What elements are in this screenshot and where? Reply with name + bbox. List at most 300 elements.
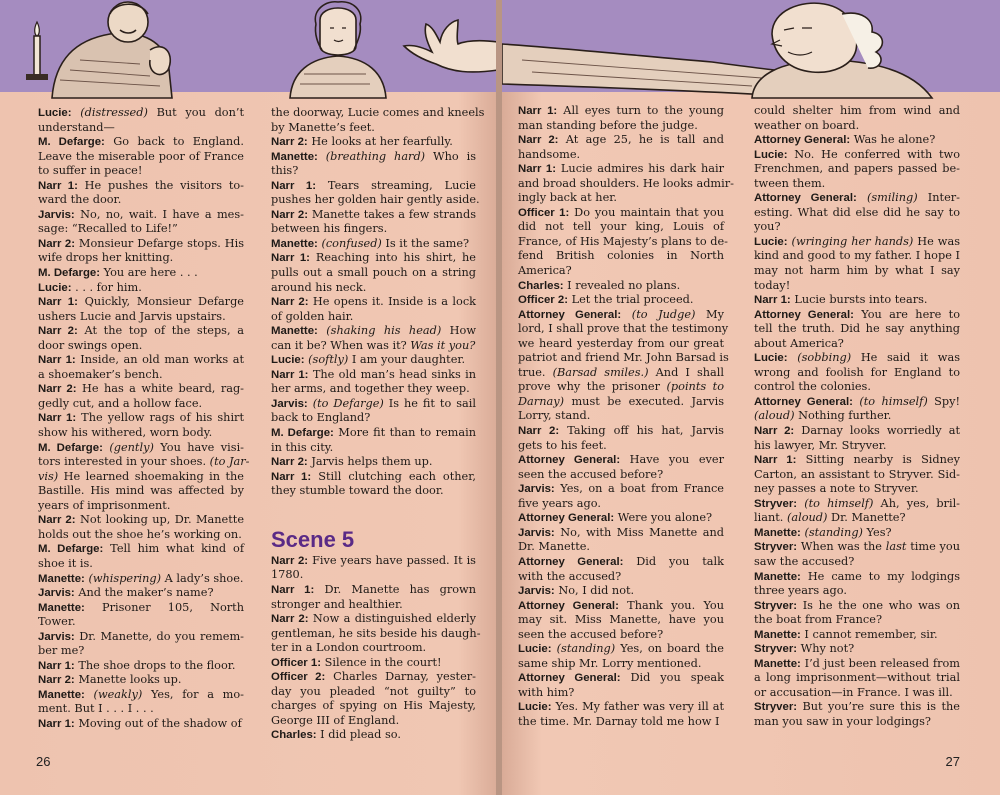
script-line — [754, 584, 960, 599]
script-line — [271, 164, 476, 179]
dialogue-text: fend British colonies in North — [518, 249, 724, 263]
script-line — [518, 700, 724, 715]
script-line — [38, 499, 244, 514]
script-line — [518, 148, 724, 163]
dialogue-text: gets to his feet. — [518, 438, 607, 452]
script-line — [518, 279, 724, 294]
speaker-name: Narr 1: — [518, 163, 557, 176]
script-line — [754, 366, 960, 381]
dialogue-text: He looks at her fearfully. — [307, 135, 453, 149]
script-line — [38, 397, 244, 412]
script-line — [38, 324, 244, 339]
stage-direction: (points to — [666, 380, 724, 394]
dialogue-text: Still clutching each other, — [311, 469, 476, 483]
script-line — [754, 555, 960, 570]
dialogue-text: I am your daughter. — [348, 353, 466, 367]
dialogue-text: patriot and friend Mr. John Barsad is — [518, 351, 729, 365]
dialogue-text: same ship Mr. Lorry mentioned. — [518, 656, 702, 670]
script-line — [38, 339, 244, 354]
script-line — [754, 482, 960, 497]
script-line — [754, 686, 960, 701]
script-line — [38, 513, 244, 528]
dialogue-text: The shoe drops to the floor. — [74, 658, 236, 672]
dialogue-text: Jarvis helps them up. — [307, 455, 433, 469]
dialogue-text: true. — [518, 365, 553, 379]
speaker-name: Attorney General: — [518, 454, 621, 467]
dialogue-text: between his fingers. — [271, 222, 388, 236]
script-line — [518, 337, 724, 352]
speaker-name: Narr 1: — [38, 412, 77, 425]
dialogue-text: day you pleaded “not guilty” to — [271, 684, 476, 698]
script-line — [38, 353, 244, 368]
script-line — [518, 686, 724, 701]
speaker-name: Narr 1: — [38, 659, 75, 672]
script-line — [518, 220, 724, 235]
dialogue-text: prove why the prisoner — [518, 380, 667, 394]
dialogue-text: ber me? — [38, 644, 85, 658]
script-line — [271, 728, 476, 743]
script-line — [518, 570, 724, 585]
script-line — [754, 409, 960, 424]
script-line — [271, 324, 476, 339]
script-line — [518, 409, 724, 424]
speaker-name: Narr 1: — [271, 368, 309, 381]
scene-heading: Scene 5 — [271, 526, 355, 552]
script-line — [271, 295, 476, 310]
script-line — [271, 121, 476, 136]
script-line — [518, 380, 724, 395]
script-line — [38, 615, 244, 630]
dialogue-text: five years ago. — [518, 496, 601, 510]
speaker-name: Officer 1: — [518, 206, 570, 219]
script-line — [38, 644, 244, 659]
speaker-name: Jarvis: — [518, 483, 555, 496]
speaker-name: Lucie: — [754, 148, 788, 161]
stage-direction: (to Jar- — [209, 455, 250, 469]
script-line — [271, 135, 476, 150]
script-line — [38, 470, 244, 485]
script-line — [518, 293, 724, 308]
stage-direction: (shaking his head) — [326, 324, 442, 338]
script-line — [754, 264, 960, 279]
speaker-name: Jarvis: — [518, 585, 555, 598]
stage-direction: (sobbing) — [797, 351, 852, 365]
script-line — [38, 150, 244, 165]
stage-direction: (aloud) — [754, 409, 795, 423]
speaker-name: Attorney General: — [518, 555, 624, 568]
dialogue-text — [857, 191, 867, 204]
dialogue-text: control the colonies. — [754, 380, 871, 394]
dialogue-text: Darnay looks worriedly at — [794, 424, 960, 438]
dialogue-text: we heard yesterday from our great — [518, 336, 724, 350]
script-line — [754, 380, 960, 395]
dialogue-text: Reaching into his shirt, he — [309, 251, 476, 265]
speaker-name: Attorney General: — [518, 512, 615, 525]
script-line — [518, 511, 724, 526]
script-line — [754, 133, 960, 148]
script-line — [518, 191, 724, 206]
speaker-name: Officer 2: — [271, 671, 326, 684]
speaker-name: Narr 1: — [271, 252, 310, 265]
dialogue-text: around his neck. — [271, 280, 367, 294]
speaker-name: Manette: — [754, 657, 801, 670]
stage-direction: (to himself) — [804, 496, 874, 510]
stage-direction: (Barsad smiles.) — [552, 365, 649, 379]
dialogue-text: holds out the shoe he’s working on. — [38, 527, 242, 541]
script-line — [754, 497, 960, 512]
right-page-column-2 — [754, 104, 960, 730]
stage-direction: (standing) — [556, 642, 616, 656]
dialogue-text: gedly cut, and a hollow face. — [38, 396, 203, 410]
speaker-name: Officer 1: — [271, 656, 322, 669]
script-line — [518, 351, 729, 366]
script-line — [271, 106, 485, 121]
dialogue-text: three years ago. — [754, 584, 847, 598]
dialogue-text: ushers Lucie and Jarvis upstairs. — [38, 309, 226, 323]
script-line — [38, 411, 244, 426]
stage-direction: (wringing her hands) — [791, 234, 914, 248]
young-woman-figure — [290, 2, 386, 98]
dialogue-text: How — [441, 324, 476, 338]
dialogue-text: you? — [754, 220, 781, 234]
dialogue-text: liant. — [754, 511, 787, 525]
speaker-name: Narr 2: — [38, 237, 76, 250]
script-line — [754, 322, 960, 337]
dialogue-text: Dr. Manette? — [827, 511, 906, 525]
dialogue-text: . . . for him. — [71, 280, 142, 294]
speaker-name: Jarvis: — [38, 630, 75, 643]
dialogue-text: I cannot remember, sir. — [800, 627, 938, 641]
script-line — [518, 249, 724, 264]
dialogue-text: wrong and foolish for England to — [754, 365, 960, 379]
dialogue-text: No, with Miss Manette and — [554, 525, 724, 539]
script-line — [518, 468, 724, 483]
dialogue-text: did not tell your king, Louis of — [518, 220, 724, 234]
speaker-name: Attorney General: — [518, 672, 621, 685]
stage-direction: (gently) — [109, 440, 154, 454]
script-line — [271, 353, 476, 368]
speaker-name: Narr 2: — [38, 325, 78, 338]
script-line — [38, 121, 244, 136]
script-line — [518, 206, 724, 221]
script-line — [518, 264, 724, 279]
script-line — [38, 542, 244, 557]
script-line — [754, 511, 960, 526]
speaker-name: M. Defarge: — [38, 441, 103, 454]
script-line — [518, 176, 734, 192]
script-line — [38, 702, 244, 717]
script-line — [38, 586, 244, 601]
dialogue-text: No. He conferred with two — [787, 147, 960, 161]
script-line — [518, 715, 724, 730]
dialogue-text: Manette takes a few strands — [308, 207, 476, 221]
dialogue-text: France, of His Majesty’s plans to de- — [518, 234, 728, 248]
dialogue-text: Charles Darnay, yester- — [325, 670, 476, 684]
dialogue-text: ment. But I . . . I . . . — [38, 702, 154, 716]
speaker-name: Officer 2: — [518, 294, 569, 307]
stage-direction: (smiling) — [866, 191, 918, 205]
dialogue-text: Dr. Manette. — [518, 540, 591, 554]
dialogue-text: 1780. — [271, 568, 304, 582]
dialogue-text: years of imprisonment. — [38, 498, 171, 512]
dialogue-text: a long imprisonment—without trial — [754, 671, 960, 685]
script-line — [518, 540, 724, 555]
dialogue-text: But you’re sure this is the — [797, 700, 960, 714]
script-line — [38, 135, 244, 150]
dialogue-text: pulls out a small pouch on a string — [271, 266, 476, 280]
dialogue-text: Manette looks up. — [74, 673, 182, 687]
speaker-name: Stryver: — [754, 701, 798, 714]
dialogue-text: seen the accused before? — [518, 627, 664, 641]
speaker-name: Lucie: — [38, 107, 72, 119]
dialogue-text: Prisoner 105, North — [84, 600, 244, 614]
stage-direction: (to Judge) — [631, 307, 696, 321]
script-line — [518, 555, 724, 570]
speaker-name: Attorney General: — [754, 192, 857, 205]
script-line — [754, 453, 960, 468]
left-page — [0, 0, 498, 795]
stage-direction: vis) — [38, 469, 59, 483]
script-line — [754, 468, 960, 483]
speaker-name: Narr 2: — [271, 613, 309, 626]
script-line — [754, 439, 960, 454]
script-line — [271, 568, 476, 583]
dialogue-text: Tears streaming, Lucie — [316, 178, 476, 192]
script-line — [38, 601, 244, 616]
speaker-name: M. Defarge: — [38, 543, 104, 556]
speaker-name: Narr 2: — [38, 383, 77, 396]
speaker-name: Narr 2: — [271, 554, 309, 567]
script-line — [754, 279, 960, 294]
speaker-name: Charles: — [271, 729, 317, 742]
speaker-name: Manette: — [754, 526, 801, 539]
dialogue-text: sage: “Recalled to Life!” — [38, 222, 178, 236]
speaker-name: Attorney General: — [754, 134, 851, 147]
script-line — [271, 441, 476, 456]
script-line — [38, 557, 244, 572]
dialogue-text: the boat from France? — [754, 613, 882, 627]
dialogue-text: He came to my lodgings — [800, 569, 960, 583]
script-line — [518, 628, 724, 643]
dialogue-text: Let the trial proceed. — [568, 293, 694, 307]
script-line — [518, 482, 724, 497]
stage-direction: (to Defarge) — [312, 396, 384, 410]
dialogue-text: Dr. Manette, do you remem- — [74, 629, 244, 643]
dialogue-text: A lady’s shoe. — [161, 571, 244, 585]
script-line — [518, 599, 724, 614]
dialogue-text: weather on board. — [754, 118, 860, 132]
script-line — [271, 612, 476, 627]
script-line — [38, 382, 244, 397]
dialogue-text: the doorway, Lucie comes and kneels — [271, 106, 485, 119]
speaker-name: Narr 1: — [271, 583, 315, 596]
dialogue-text: with the accused? — [518, 569, 622, 583]
script-line — [38, 484, 244, 499]
candle-icon — [26, 22, 48, 80]
dialogue-text: Frenchmen, and papers passed be- — [754, 162, 960, 176]
speaker-name: M. Defarge: — [38, 267, 101, 280]
dialogue-text: Is he the one who was on — [797, 598, 960, 612]
dialogue-text: Inside, an old man works at — [75, 353, 244, 367]
dialogue-text: about America? — [754, 336, 844, 350]
dialogue-text: At age 25, he is tall and — [558, 133, 724, 147]
dialogue-text: back to England? — [271, 411, 371, 425]
script-line — [754, 235, 960, 250]
script-line — [754, 700, 960, 715]
dialogue-text: seen the accused before? — [518, 467, 664, 481]
speaker-name: Narr 1: — [38, 354, 76, 367]
dialogue-text: to suffer in peace! — [38, 164, 143, 178]
script-line — [754, 337, 960, 352]
script-line — [754, 220, 960, 235]
dialogue-text: Monsieur Defarge stops. His — [75, 236, 244, 250]
stage-direction: (softly) — [308, 353, 349, 367]
dialogue-text: I revealed no plans. — [563, 278, 681, 292]
script-line — [38, 251, 244, 266]
script-line — [754, 570, 960, 585]
script-line — [754, 628, 960, 643]
speaker-name: Lucie: — [754, 235, 788, 248]
dialogue-text: I’d just been released from — [800, 656, 960, 670]
dialogue-text: tors interested in your shoes. — [38, 455, 210, 469]
dialogue-text: tween them. — [754, 176, 826, 190]
dialogue-text: door swings open. — [38, 338, 143, 352]
script-line — [271, 598, 476, 613]
script-line — [271, 470, 476, 485]
script-line — [754, 642, 960, 657]
right-page-column-1 — [518, 104, 734, 730]
dialogue-text: wife drops her knitting. — [38, 251, 174, 265]
stage-direction: (whispering) — [88, 571, 162, 585]
dialogue-text: must be executed. Jarvis — [564, 394, 724, 408]
dialogue-text: Do you maintain that you — [569, 205, 724, 219]
script-line — [754, 308, 960, 323]
script-line — [754, 162, 960, 177]
dialogue-text: He was — [913, 234, 960, 248]
dialogue-text: No, no, wait. I have a mes- — [74, 207, 244, 221]
dialogue-text: tell the truth. Did he say anything — [754, 322, 960, 336]
left-page-column-1 — [38, 106, 250, 732]
dialogue-text: Lorry, stand. — [518, 409, 591, 423]
script-line — [518, 133, 724, 148]
dialogue-text — [621, 308, 632, 321]
dialogue-text: He opens it. Inside is a lock — [308, 295, 476, 309]
dialogue-text: they stumble toward the door. — [271, 484, 444, 498]
dialogue-text: his lawyer, Mr. Stryver. — [754, 438, 887, 452]
dialogue-text: You have visi- — [153, 440, 244, 454]
dialogue-text: When was the — [797, 540, 886, 554]
dialogue-text: Silence in the court! — [321, 655, 442, 669]
dialogue-text: a shoemaker’s bench. — [38, 367, 163, 381]
script-line — [754, 599, 960, 614]
speaker-name: Manette: — [271, 237, 318, 250]
script-line — [518, 119, 724, 134]
speaker-name: Stryver: — [754, 599, 798, 612]
speaker-name: Manette: — [271, 150, 318, 163]
speaker-name: Narr 1: — [38, 179, 78, 192]
dialogue-text: Spy! — [927, 394, 961, 408]
script-line — [38, 630, 244, 645]
right-page — [502, 0, 1000, 795]
dialogue-text: All eyes turn to the young — [557, 104, 724, 117]
dialogue-text: Leave the miserable poor of France — [38, 149, 244, 163]
speaker-name: Narr 2: — [271, 208, 308, 221]
speaker-name: Narr 1: — [518, 105, 558, 117]
script-line — [38, 179, 244, 194]
dialogue-text: charges of spying on His Majesty, — [271, 699, 476, 713]
dialogue-text: the time. Mr. Darnay told me how I — [518, 714, 720, 728]
speaker-name: Jarvis: — [271, 397, 308, 410]
dialogue-text: today! — [754, 278, 791, 292]
dialogue-text: show his withered, worn body. — [38, 426, 213, 440]
dialogue-text: man you saw in your lodgings? — [754, 714, 931, 728]
dialogue-text: of golden hair. — [271, 309, 354, 323]
left-illustration — [0, 0, 498, 100]
dialogue-text — [72, 106, 81, 119]
dialogue-text: Were you alone? — [614, 511, 713, 525]
script-line — [38, 455, 250, 470]
dialogue-text: No, I did not. — [554, 584, 635, 598]
dialogue-text: He has a white beard, rag- — [76, 382, 244, 396]
dialogue-text: Tower. — [38, 615, 76, 629]
dialogue-text: Yes, on a boat from France — [554, 482, 724, 496]
dialogue-text: Yes. My father was very ill at — [551, 700, 724, 714]
dialogue-text: The old man’s head sinks in — [308, 367, 476, 381]
script-line — [271, 339, 476, 354]
script-line — [271, 208, 476, 223]
dialogue-text: gentleman, he sits beside his daugh- — [271, 626, 481, 640]
dialogue-text: Yes? — [862, 525, 892, 539]
dialogue-text: man standing before the judge. — [518, 118, 698, 132]
dialogue-text: Yes, for a mo- — [142, 687, 244, 701]
dialogue-text: can it be? When was it? — [271, 338, 411, 352]
dialogue-text: And the maker’s name? — [74, 586, 214, 600]
speaker-name: Narr 1: — [38, 717, 75, 730]
script-line — [518, 424, 724, 439]
script-line — [271, 583, 476, 598]
dialogue-text — [318, 324, 326, 337]
script-line — [271, 310, 476, 325]
dialogue-text: Inter- — [917, 191, 960, 205]
dialogue-text: this? — [271, 164, 299, 178]
dialogue-text: and broad shoulders. He looks admir- — [518, 176, 734, 190]
dialogue-text: handsome. — [518, 147, 581, 161]
speaker-name: Stryver: — [754, 541, 798, 554]
speaker-name: Lucie: — [271, 354, 305, 367]
stage-direction: (breathing hard) — [325, 149, 426, 163]
speaker-name: Narr 1: — [754, 454, 797, 467]
dialogue-text: Dr. Manette has grown — [314, 582, 476, 596]
dialogue-text: ter in a London courtroom. — [271, 641, 427, 655]
script-line — [271, 670, 476, 685]
script-line — [271, 368, 476, 383]
script-line — [38, 193, 244, 208]
speaker-name: M. Defarge: — [271, 427, 334, 440]
speaker-name: Attorney General: — [518, 308, 622, 321]
script-line — [518, 162, 724, 177]
dialogue-text: Did you speak — [620, 671, 724, 685]
script-line — [518, 642, 724, 657]
speaker-name: Jarvis: — [38, 208, 75, 221]
dialogue-text: America? — [518, 264, 572, 278]
script-line — [38, 208, 244, 223]
dialogue-text: Quickly, Monsieur Defarge — [77, 295, 244, 309]
script-line — [518, 453, 724, 468]
script-line — [754, 293, 960, 308]
script-line — [271, 626, 481, 642]
script-line — [38, 528, 244, 543]
dialogue-text: Taking off his hat, Jarvis — [559, 424, 724, 438]
